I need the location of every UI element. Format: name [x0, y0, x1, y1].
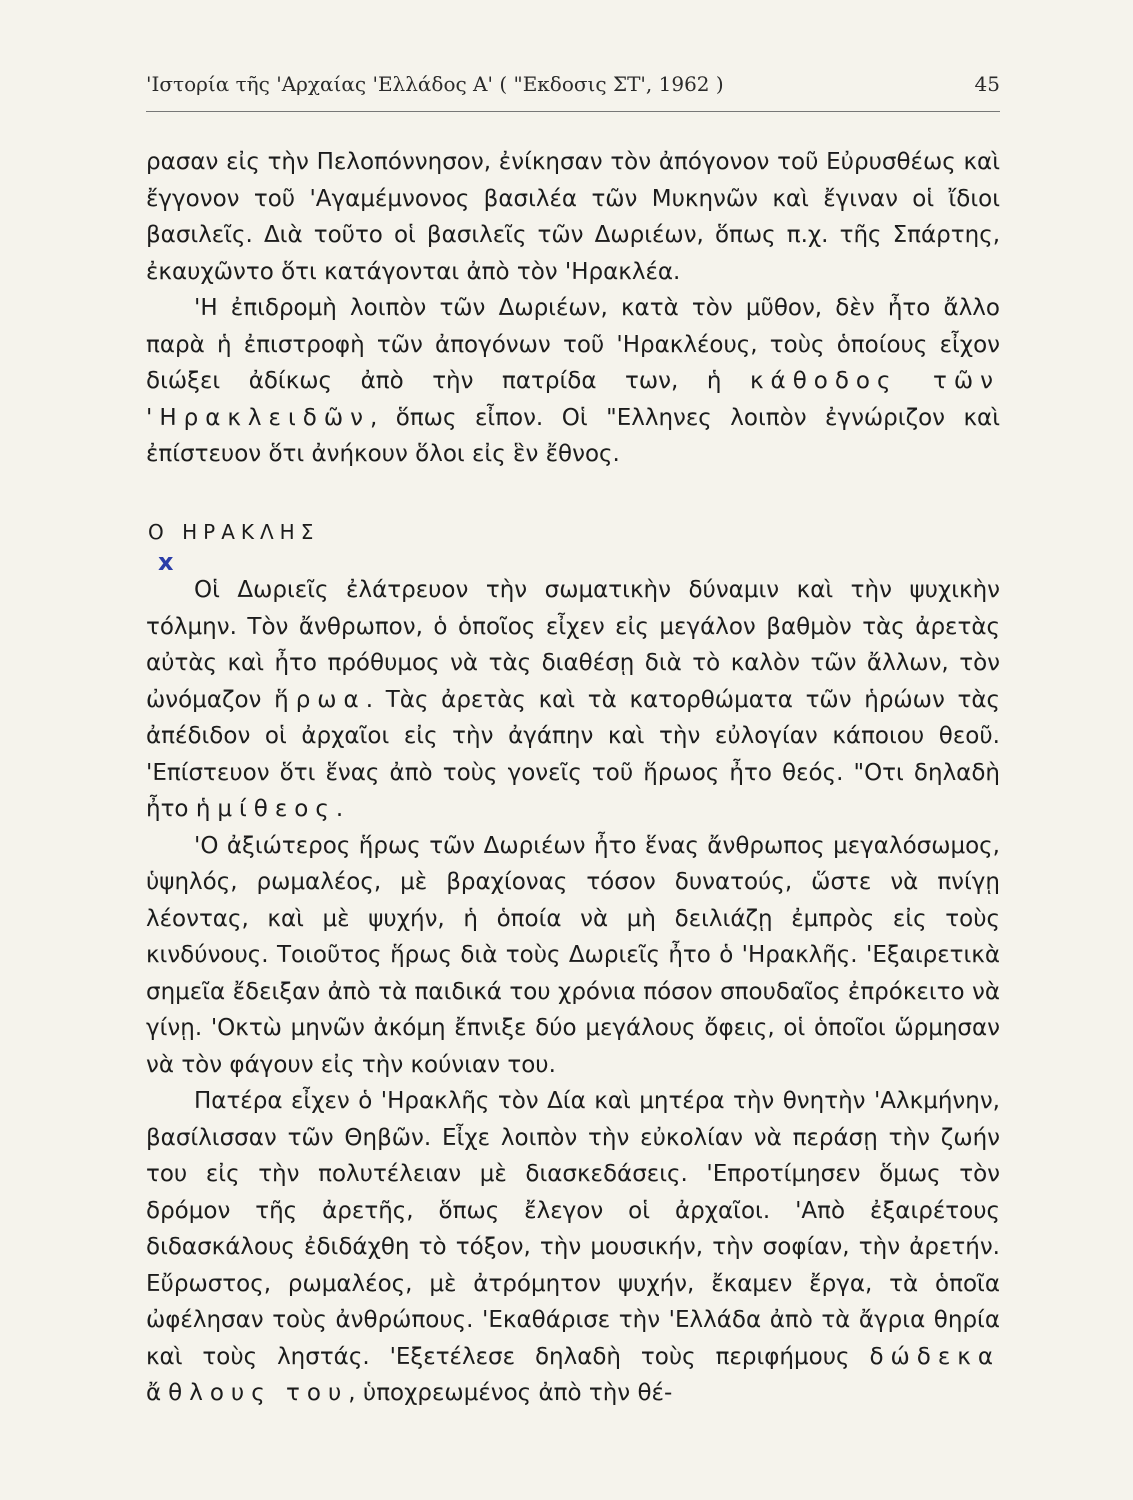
handwritten-mark: x — [158, 548, 174, 576]
paragraph-3-text-a: Οἱ Δωριεῖς ἐλάτρευον τὴν σωματικὴν δύναμιν καὶ τὴν ψυχικὴν τόλμην. Τὸν ἄνθρωπον, ὁ ὁποῖος εἶχεν εἰς μεγάλον βαθμὸν τὰς ἀρετὰς αὐτὰς καὶ ἦτο πρόθυμος νὰ τὰς διαθέσῃ διὰ τὸ καλὸν τῶν ἄλλων, τὸν ὠνόμαζον — [146, 577, 1000, 713]
spaced-twelve-labours: δώδεκα ἄθλους του — [146, 1343, 1001, 1406]
paragraph-5 — [146, 1083, 1000, 1412]
spaced-hero: ἥρωα — [274, 686, 366, 713]
section-heading: Ο ΗΡΑΚΛΗΣ — [148, 520, 320, 544]
paragraph-2 — [146, 290, 1000, 473]
page-number: 45 — [974, 72, 1000, 96]
running-header — [146, 72, 1000, 104]
paragraph-3-text-b: . Τὰς ἀρετὰς καὶ τὰ κατορθώματα τῶν ἡρώων τὰς ἀπέδιδον οἱ ἀρχαῖοι εἰς τὴν ἀγάπην καὶ τὴν εὐλογίαν κάποιου θεοῦ. 'Επίστευον ὅτι ἕνας ἀπὸ τοὺς γονεῖς τοῦ ἥρωος ἦτο θεός. "Οτι δηλαδὴ ἦτο — [146, 686, 1001, 822]
paragraph-4: 'Ο ἀξιώτερος ἥρως τῶν Δωριέων ἦτο ἕνας ἄνθρωπος μεγαλόσωμος, ὑψηλός, ρωμαλέος, μὲ βραχίονας τόσον δυνατούς, ὥστε νὰ πνίγῃ λέοντας, καὶ μὲ ψυχήν, ἡ ὁποία νὰ μὴ δειλιάζῃ ἐμπρὸς εἰς τοὺς κινδύνους. Τοιοῦτος ἥρως διὰ τοὺς Δωριεῖς ἦτο ὁ 'Ηρακλῆς. 'Εξαιρετικὰ σημεῖα ἔδειξαν ἀπὸ τὰ παιδικά του χρόνια πόσον σπουδαῖος ἐπρόκειτο νὰ γίνῃ. 'Οκτὼ μηνῶν ἀκόμη ἔπνιξε δύο μεγάλους ὄφεις, οἱ ὁποῖοι ὥρμησαν νὰ τὸν φάγουν εἰς τὴν κούνιαν του. — [146, 832, 1000, 1078]
paragraph-3-text-c: . — [335, 796, 344, 822]
paragraph-3 — [146, 572, 1000, 828]
paragraph-2-text-a: 'Η ἐπιδρομὴ λοιπὸν τῶν Δωριέων, κατὰ τὸν μῦθον, δὲν ἦτο ἄλλο παρὰ ἡ ἐπιστροφὴ τῶν ἀπογόνων τοῦ 'Ηρακλέους, τοὺς ὁποίους εἶχον διώξει ἀδίκως ἀπὸ τὴν πατρίδα των, ἡ — [146, 295, 1000, 394]
header-rule — [146, 111, 1000, 112]
spaced-demigod: ἡμίθεος — [195, 796, 336, 822]
spaced-heraclidae: κάθοδος τῶν 'Ηρακλειδῶν — [146, 368, 1000, 431]
header-title: 'Ιστορία τῆς 'Αρχαίας 'Ελλάδος Α' ( "Εκδοσις ΣΤ', 1962 ) — [146, 72, 724, 96]
paragraph-5-text-a: Πατέρα εἶχεν ὁ 'Ηρακλῆς τὸν Δία καὶ μητέρα τὴν θνητὴν 'Αλκμήνην, βασίλισσαν τῶν Θηβῶν. Εἶχε λοιπὸν τὴν εὐκολίαν νὰ περάσῃ τὴν ζωήν του εἰς τὴν πολυτέλειαν μὲ διασκεδάσεις. 'Επροτίμησεν ὅμως τὸν δρόμον τῆς ἀρετῆς, ὅπως ἔλεγον οἱ ἀρχαῖοι. 'Απὸ ἐξαιρέτους διδασκάλους ἐδιδάχθη τὸ τόξον, τὴν μουσικήν, τὴν σοφίαν, τὴν ἀρετήν. Εὔρωστος, ρωμαλέος, μὲ ἀτρόμητον ψυχήν, ἔκαμεν ἔργα, τὰ ὁποῖα ὠφέλησαν τοὺς ἀνθρώπους. 'Εκαθάρισε τὴν 'Ελλάδα ἀπὸ τὰ ἄγρια θηρία καὶ τοὺς ληστάς. 'Εξετέλεσε δηλαδὴ τοὺς περιφήμους — [146, 1088, 1000, 1370]
text-block-1 — [146, 144, 1000, 473]
paragraph-1: ρασαν εἰς τὴν Πελοπόννησον, ἐνίκησαν τὸν ἀπόγονον τοῦ Εὐρυσθέως καὶ ἔγγονον τοῦ 'Αγαμέμνονος βασιλέα τῶν Μυκηνῶν καὶ ἔγιναν οἱ ἴδιοι βασιλεῖς. Διὰ τοῦτο οἱ βασιλεῖς τῶν Δωριέων, ὅπως π.χ. τῆς Σπάρτης, ἐκαυχῶντο ὅτι κατάγονται ἀπὸ τὸν 'Ηρακλέα. — [146, 149, 1000, 285]
text-block-2 — [146, 572, 1000, 1412]
paragraph-5-text-b: , ὑποχρεωμένος ἀπὸ τὴν θέ- — [348, 1380, 673, 1406]
paragraph-2-text-b: , ὅπως εἶπον. Οἱ "Ελληνες λοιπὸν ἐγνώριζον καὶ ἐπίστευον ὅτι ἀνήκουν ὅλοι εἰς ἓν ἔθνος. — [146, 404, 1000, 467]
